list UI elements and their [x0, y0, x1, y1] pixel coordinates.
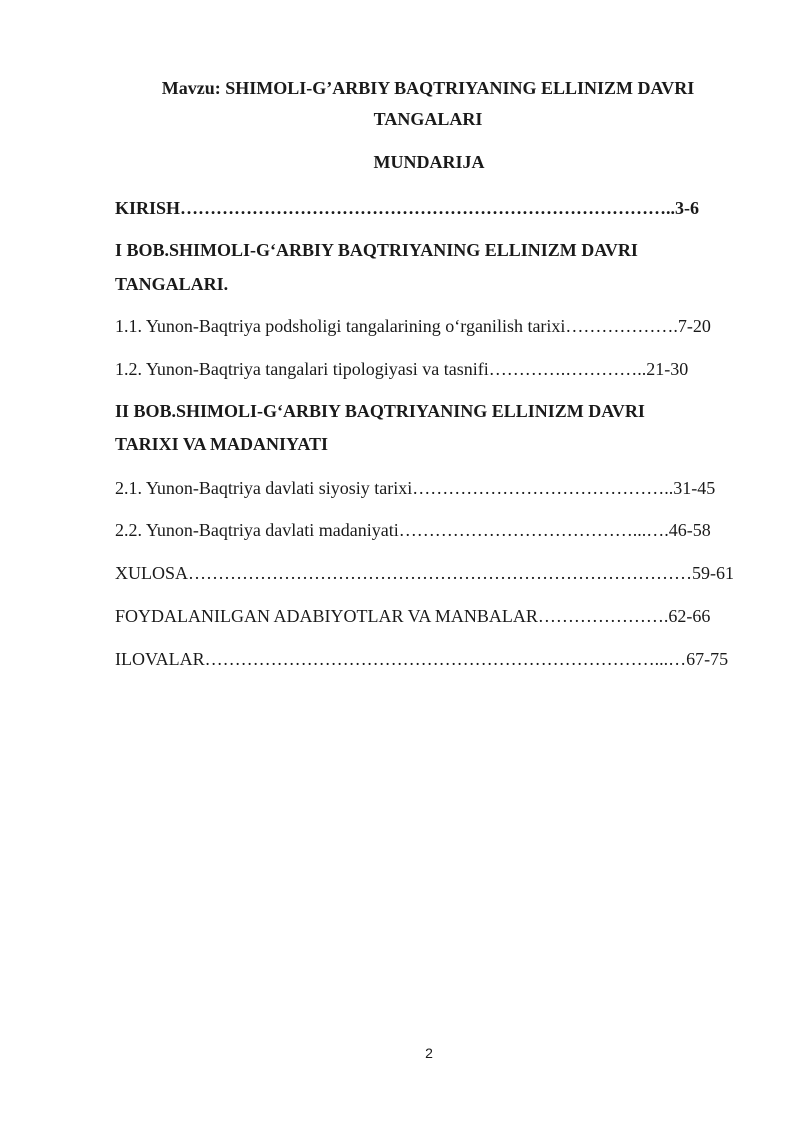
toc-entry-section-1-2: 1.2. Yunon-Baqtriya tangalari tipologiyasi va tasnifi………….…………..21-30 [115, 359, 689, 379]
toc-entry-section-2-2: 2.2. Yunon-Baqtriya davlati madaniyati…………………………………...….46-58 [115, 520, 711, 540]
toc-entry-references: FOYDALANILGAN ADABIYOTLAR VA MANBALAR………………….62-66 [115, 606, 711, 626]
toc-chapter-1-line-1: I BOB.SHIMOLI-G‘ARBIY BAQTRIYANING ELLINIZM DAVRI [115, 240, 638, 260]
toc-entry-appendices: ILOVALAR…………………………………………………………………...…67-75 [115, 649, 729, 669]
page-number: 2 [425, 1045, 433, 1061]
toc-entry-section-2-1: 2.1. Yunon-Baqtriya davlati siyosiy tarixi……………………………………..31-45 [115, 478, 716, 498]
document-title-line-2: TANGALARI [373, 109, 483, 129]
toc-entry-section-1-1: 1.1. Yunon-Baqtriya podsholigi tangalarining o‘rganilish tarixi……………….7-20 [115, 316, 711, 336]
contents-heading: MUNDARIJA [373, 152, 485, 172]
toc-entry-conclusion: XULOSA…………………………………………………………………………59-61 [115, 563, 734, 583]
toc-entry-introduction: KIRISH………………………………………………………………………..3-6 [115, 198, 700, 218]
toc-chapter-2-line-1: II BOB.SHIMOLI-G‘ARBIY BAQTRIYANING ELLINIZM DAVRI [115, 401, 645, 421]
document-title-line-1: Mavzu: SHIMOLI-G’ARBIY BAQTRIYANING ELLINIZM DAVRI [161, 78, 695, 98]
toc-chapter-1-line-2: TANGALARI. [115, 274, 229, 294]
toc-chapter-2-line-2: TARIXI VA MADANIYATI [115, 434, 329, 454]
